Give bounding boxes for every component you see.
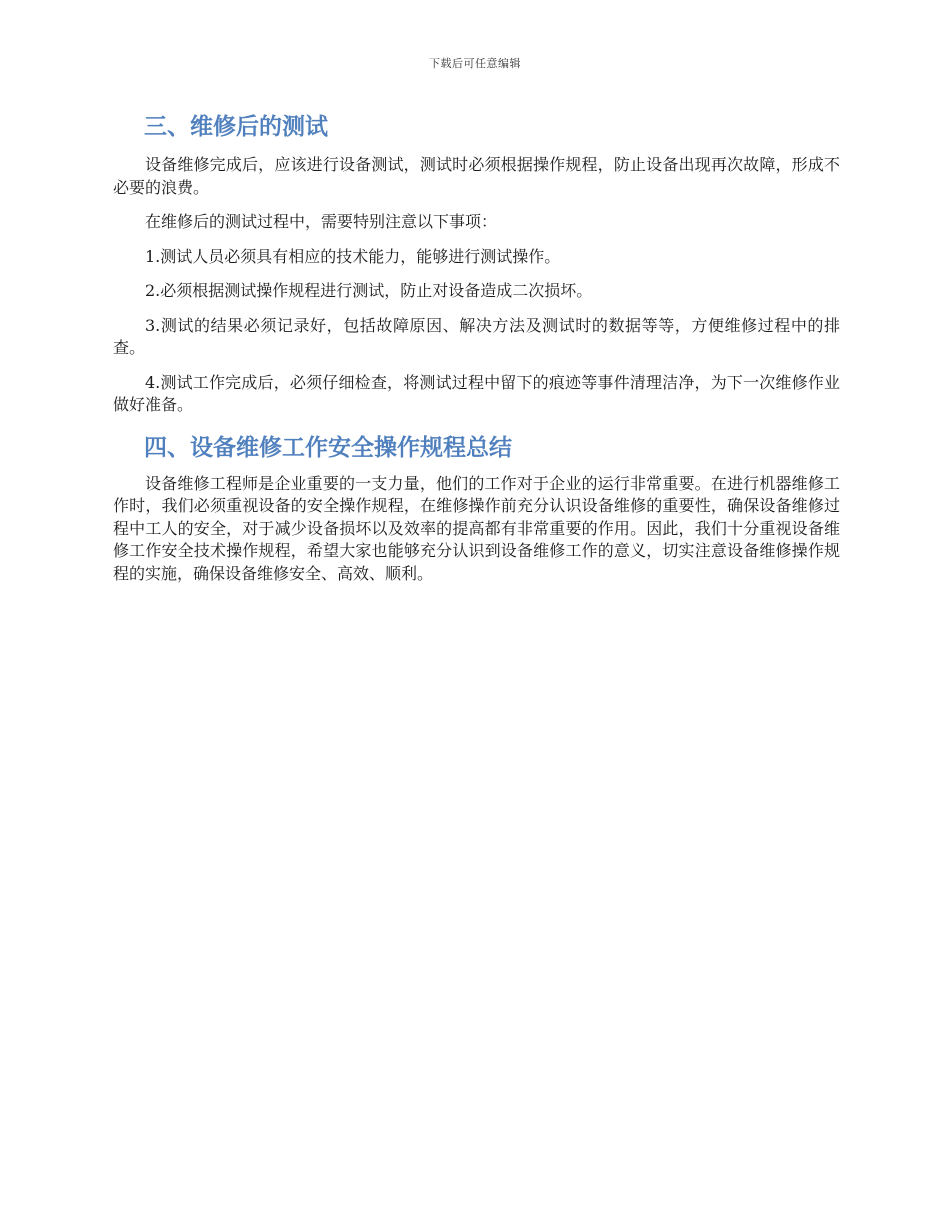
- summary-paragraph: 设备维修工程师是企业重要的一支力量，他们的工作对于企业的运行非常重要。在进行机器维修工作时，我们必须重视设备的安全操作规程，在维修操作前充分认识设备维修的重要性，确保设备维修过程中工人的安全，对于减少设备损坏以及效率的提高都有非常重要的作用。因此，我们十分重视设备维修工作安全技术操作规程，希望大家也能够充分认识到设备维修工作的意义，切实注意设备维修操作规程的实施，确保设备维修安全、高效、顺利。: [113, 473, 840, 583]
- section-heading-summary: 四、设备维修工作安全操作规程总结: [144, 434, 512, 461]
- list-item: 2.必须根据测试操作规程进行测试，防止对设备造成二次损坏。: [145, 281, 593, 300]
- list-item: 4.测试工作完成后，必须仔细检查，将测试过程中留下的痕迹等事件清理洁净，为下一次维修作业做好准备。: [113, 372, 840, 414]
- section-lead-paragraph: 在维修后的测试过程中，需要特别注意以下事项：: [145, 212, 498, 231]
- list-item: 1.测试人员必须具有相应的技术能力，能够进行测试操作。: [145, 246, 561, 266]
- header-note: 下载后可任意编辑: [429, 57, 521, 70]
- document-content: [113, 108, 840, 597]
- section-heading-testing: 三、维修后的测试: [144, 114, 328, 140]
- section-intro-paragraph: 设备维修完成后，应该进行设备测试，测试时必须根据操作规程，防止设备出现再次故障，形成不必要的浪费。: [113, 155, 840, 197]
- list-item: 3.测试的结果必须记录好，包括故障原因、解决方法及测试时的数据等等，方便维修过程中的排查。: [113, 315, 840, 357]
